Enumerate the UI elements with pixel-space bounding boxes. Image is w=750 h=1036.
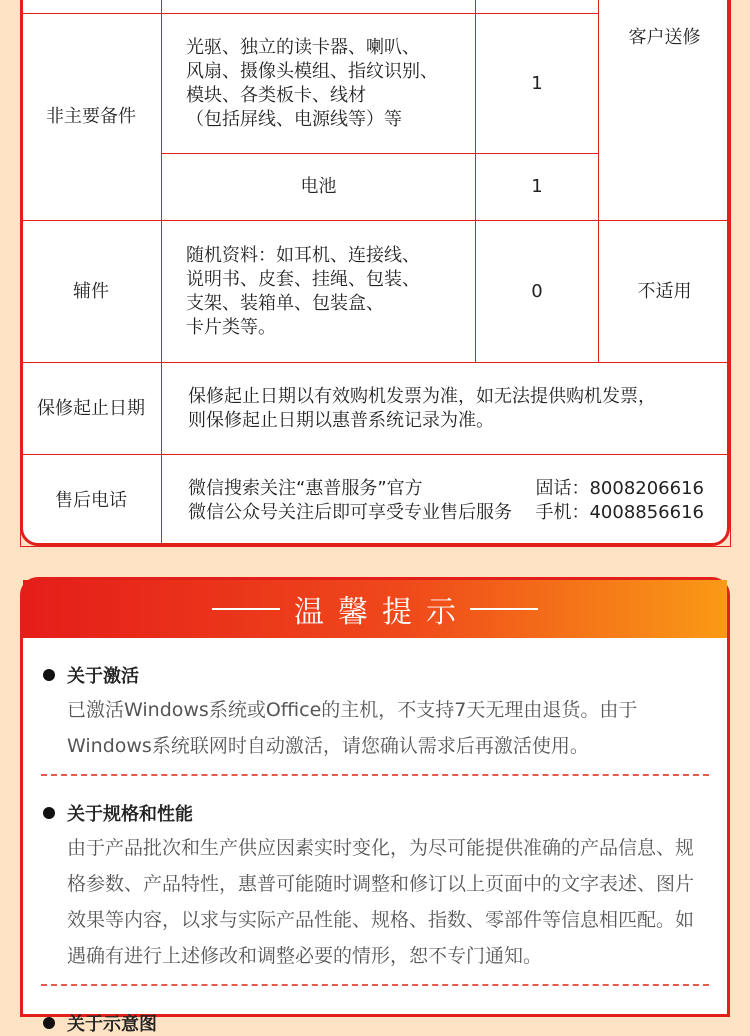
warranty-table [20, 0, 731, 547]
text-line: 微信公众号关注后即可享受专业售后服务 [188, 501, 512, 523]
text-line: 则保修起止日期以惠普系统记录为准。 [188, 409, 494, 431]
warranty-table-card [20, 0, 730, 546]
service-label: 不适用 [599, 221, 731, 363]
item-line: 支架、装箱单、包装盒、 [186, 292, 384, 314]
item-line: （包括屏线、电源线等）等 [186, 108, 402, 130]
hotline-phones [535, 477, 704, 525]
dashed-divider [41, 774, 709, 776]
tip-body: 由于产品批次和生产供应因素实时变化，为尽可能提供准确的产品信息、规格参数、产品特性，惠普可能随时调整和修订以上页面中的文字表述、图片效果等内容，以求与实际产品性能、规格、指数、零部件等信息相匹配。如遇确有进行上述修改和调整必要的情形，恕不专门通知。 [67, 837, 695, 967]
bullet-icon [43, 669, 55, 681]
tip-title: 关于示意图 [67, 1014, 157, 1035]
item-line: 卡片类等。 [186, 316, 276, 338]
tips-card [20, 577, 730, 1035]
tips-header [23, 580, 727, 638]
mobile-number[interactable]: 手机：4008856616 [535, 501, 704, 523]
landline-number[interactable]: 固话：8008206616 [535, 477, 704, 499]
item-quantity: 1 [476, 14, 599, 154]
tips-title: 温馨提示 [294, 595, 470, 630]
item-quantity: 0 [476, 221, 599, 363]
service-cell [599, 0, 731, 221]
tip-title: 关于规格和性能 [67, 804, 193, 825]
header-dash-right [470, 608, 538, 610]
item-line: 随机资料：如耳机、连接线、 [186, 244, 420, 266]
table-row [21, 363, 731, 455]
tip-item [23, 800, 727, 974]
warranty-date-text [162, 363, 731, 455]
item-description: 电池 [162, 154, 476, 221]
table-cell [162, 0, 476, 14]
table-row-previous [21, 0, 731, 14]
table-cell [21, 0, 162, 14]
service-label: 客户送修 [628, 27, 701, 48]
bullet-icon [43, 807, 55, 819]
header-dash-left [212, 608, 280, 610]
item-line: 说明书、皮套、挂绳、包装、 [186, 268, 420, 290]
table-cell [476, 0, 599, 14]
dashed-divider [41, 984, 709, 986]
text-line: 微信搜索关注“惠普服务”官方 [188, 477, 423, 499]
item-line: 模块、各类板卡、线材 [186, 84, 366, 106]
hotline-cell [162, 455, 731, 547]
item-line: 风扇、摄像头模组、指纹识别、 [186, 60, 438, 82]
warranty-date-label: 保修起止日期 [21, 363, 162, 455]
hotline-wechat [188, 477, 512, 525]
item-quantity: 1 [476, 154, 599, 221]
item-description [162, 221, 476, 363]
bullet-icon [43, 1017, 55, 1029]
item-line: 光驱、独立的读卡器、喇叭、 [186, 36, 420, 58]
tip-title: 关于激活 [67, 666, 139, 687]
table-row [21, 455, 731, 547]
tip-item [23, 662, 727, 764]
tip-body: 已激活Windows系统或Office的主机，不支持7天无理由退货。由于Windows系统联网时自动激活，请您确认需求后再激活使用。 [67, 699, 638, 757]
item-description [162, 14, 476, 154]
category-label: 非主要备件 [21, 14, 162, 221]
category-label: 辅件 [21, 221, 162, 363]
text-line: 保修起止日期以有效购机发票为准，如无法提供购机发票， [188, 385, 656, 407]
tip-item [23, 1010, 727, 1036]
hotline-label: 售后电话 [21, 455, 162, 547]
table-row [21, 221, 731, 363]
